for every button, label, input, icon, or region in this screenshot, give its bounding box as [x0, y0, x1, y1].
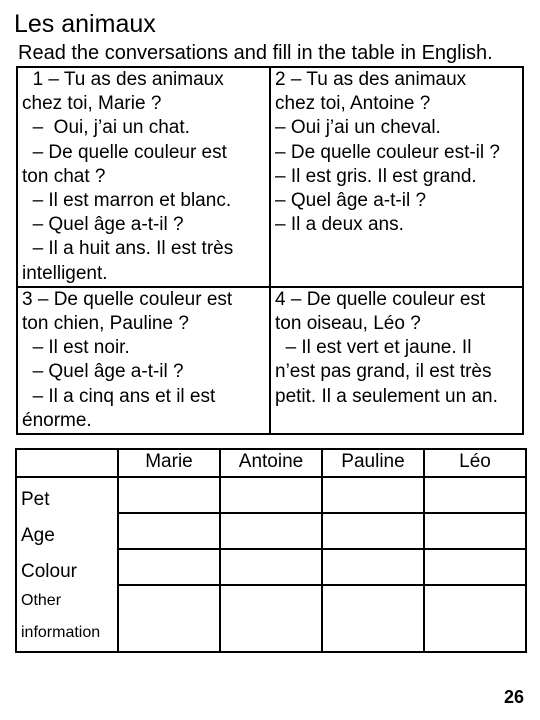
- conversations-table: [16, 66, 524, 435]
- conversation-line: – Oui j’ai un cheval.: [275, 117, 441, 139]
- answer-cell[interactable]: [118, 585, 220, 652]
- conversation-line: – Quel âge a-t-il ?: [22, 361, 184, 383]
- answer-cell[interactable]: [220, 513, 322, 549]
- conversation-line: chez toi, Antoine ?: [275, 93, 431, 115]
- conversation-line: – Oui, j’ai un chat.: [22, 117, 190, 139]
- conversation-line: n’est pas grand, il est très: [275, 361, 492, 383]
- conversation-line: – Il a huit ans. Il est très: [22, 238, 234, 260]
- conversation-line: petit. Il a seulement un an.: [275, 385, 498, 407]
- conversation-line: – Quel âge a-t-il ?: [275, 190, 427, 212]
- conversation-line: 2 – Tu as des animaux: [275, 69, 467, 90]
- conversation-line: – De quelle couleur est-il ?: [275, 141, 500, 163]
- answer-cell[interactable]: [220, 477, 322, 513]
- answer-grid: [15, 448, 527, 653]
- conversation-line: 3 – De quelle couleur est: [22, 288, 233, 310]
- conversation-line: énorme.: [22, 409, 92, 431]
- answer-cell[interactable]: [322, 477, 424, 513]
- conversation-3: [17, 287, 270, 434]
- page-number: 26: [503, 687, 524, 707]
- answer-cell[interactable]: [322, 549, 424, 585]
- conversation-line: – Il est marron et blanc.: [22, 190, 232, 212]
- row-label-colour: Colour: [16, 549, 118, 585]
- conversation-line: – De quelle couleur est: [22, 141, 227, 163]
- answer-cell[interactable]: [220, 585, 322, 652]
- answer-cell[interactable]: [220, 549, 322, 585]
- answer-cell[interactable]: [118, 549, 220, 585]
- conversation-line: – Il a cinq ans et il est: [22, 385, 216, 407]
- conversation-line: ton chat ?: [22, 165, 106, 187]
- row-label-line: information: [21, 624, 101, 641]
- grid-corner: [16, 449, 118, 477]
- conversation-line: ton chien, Pauline ?: [22, 313, 189, 335]
- conversation-4: [270, 287, 523, 434]
- answer-cell[interactable]: [424, 585, 526, 652]
- conversation-line: – Il est vert et jaune. Il: [275, 337, 472, 359]
- answer-cell[interactable]: [424, 477, 526, 513]
- conversation-line: – Il est noir.: [22, 337, 130, 359]
- answer-cell[interactable]: [424, 549, 526, 585]
- row-label-age: Age: [16, 513, 118, 549]
- answer-cell[interactable]: [118, 513, 220, 549]
- conversation-2: [270, 67, 523, 287]
- row-label-line: Other: [21, 592, 62, 609]
- grid-header-pauline: Pauline: [322, 449, 424, 477]
- conversation-line: ton oiseau, Léo ?: [275, 313, 421, 335]
- row-label-other-information: [16, 585, 118, 652]
- instructions: Read the conversations and fill in the table in English.: [18, 42, 493, 64]
- answer-cell[interactable]: [424, 513, 526, 549]
- answer-cell[interactable]: [322, 513, 424, 549]
- conversation-line: – Il a deux ans.: [275, 214, 404, 236]
- conversation-line: – Il est gris. Il est grand.: [275, 165, 477, 187]
- answer-cell[interactable]: [322, 585, 424, 652]
- grid-header-antoine: Antoine: [220, 449, 322, 477]
- conversation-line: 1 – Tu as des animaux: [22, 69, 224, 90]
- conversation-line: 4 – De quelle couleur est: [275, 288, 486, 310]
- grid-header-marie: Marie: [118, 449, 220, 477]
- conversation-line: intelligent.: [22, 262, 108, 284]
- grid-header-leo: Léo: [424, 449, 526, 477]
- conversation-line: chez toi, Marie ?: [22, 93, 162, 115]
- answer-cell[interactable]: [118, 477, 220, 513]
- page-title: Les animaux: [14, 10, 156, 38]
- conversation-1: [17, 67, 270, 287]
- row-label-pet: Pet: [16, 477, 118, 513]
- conversation-line: – Quel âge a-t-il ?: [22, 214, 184, 236]
